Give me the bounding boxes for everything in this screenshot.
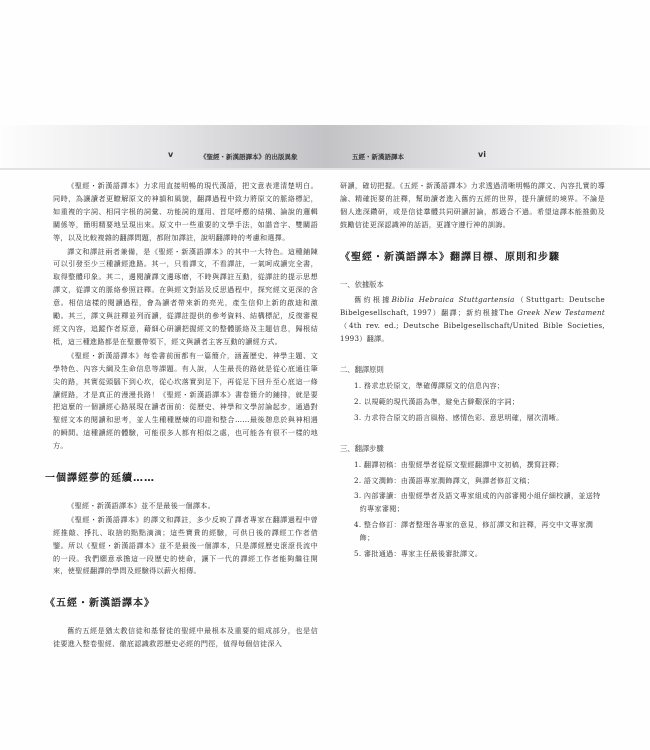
text-run: （Stuttgart: Deutsche Bibelgesellschaft, 1997）翻譯；新約根據The (340, 295, 605, 318)
body-paragraph: 《聖經・新漢語譯本》的譯文和譯註，多少反映了譯者專家在翻譯過程中曾經推敲、掙扎、取捨的點點滴滴；這些寶貴的經驗，可供日後的譯經工作者借鑒。所以《聖經・新漢語譯本》並不是最後一個譯本，只是譯經歷史滾滾長流中的一段。我們願意承擔這一段歷史的使命，讓下一代的譯經工作者能夠繼往開來，使聖經翻譯的學問及經驗得以薪火相傳。 (53, 514, 318, 576)
text-run: 舊約根據 (354, 295, 392, 305)
body-paragraph: 譯文和譯註兩者兼備，是《聖經・新漢語譯本》的其中一大特色。這種鋪陳可以引發至少三種讀經進路。其一，只看譯文，不看譯註，一氣呵成讀完全書，取得整體印象。其二，邊閱讀譯文邊琢磨，不時與譯註互動，從譯註的提示思想譯文，從譯文的脈絡參照註釋。在與經文對話及反思過程中，探究經文更深的含意。相信這樣的閱讀過程，會為讀者帶來新的亮光，產生信仰上新的啟迪和激勵。其三，譯文與註釋並列而讀，從譯註提供的參考資料、結構標記，反復審視經文內容，追蹤作者原意，藉細心研讀把握經文的整體脈絡及主題信息，歸根結柢，這三種進路都是在聖靈帶領下，經文與讀者主客互動的讀經方式。 (53, 246, 318, 346)
greek-nt-title: Greek New Testament (517, 308, 606, 318)
principles-list (340, 380, 605, 425)
list-item: 5. 審批通過：專家主任最後審批譯文。 (354, 549, 483, 559)
list-item: 4. 整合修訂：譯者整理各專家的意見，修訂譯文和註釋，再交中文專家潤飾； (354, 520, 594, 543)
list-item: 2. 語文潤飾：由漢語專家潤飾譯文，與譯者修訂文稿； (354, 475, 534, 485)
running-header-band (0, 125, 650, 170)
list-item: 2. 以規範的現代漢語為準，避免古僻艱深的字詞； (354, 396, 520, 406)
hebrew-bible-title: Biblia Hebraica Stuttgartensia (391, 295, 515, 305)
text-run: （4th rev. ed.; Deutsche Bibelgesellschaft/United Bible Societies, 1993）翻譯。 (340, 321, 605, 344)
right-page-number: vi (478, 150, 486, 159)
subsection-heading: 三、翻譯步驟 (340, 443, 384, 453)
left-running-title: 《聖經・新漢語譯本》的出版異象 (200, 153, 298, 161)
left-page-number: v (168, 150, 174, 159)
body-paragraph: 《聖經・新漢語譯本》力求用直接明暢的現代漢語，把文意表達清楚明白。同時，為讓讀者更瞭解原文的神韻和風貌，翻譯過程中致力將原文的脈絡標記，如重複的字詞、相同字根的詞彙、功能詞的運用、首尾呼應的結構、論說的邏輯關係等，簡明精要地呈現出來。原文中一些重要的文學手法，如諧音字、雙關語等，以及比較複雜的翻譯問題，都附加譯註，說明翻譯時的考慮和選擇。 (53, 181, 318, 242)
subsection-heading: 二、翻譯原則 (340, 365, 384, 375)
list-item: 1. 務求忠於原文，準確傳譯原文的信息內容； (354, 380, 505, 390)
body-paragraph: 《聖經・新漢語譯本》並不是最後一個譯本。 (67, 500, 216, 510)
section-heading: 《聖經・新漢語譯本》翻譯目標、原則和步驟 (340, 251, 560, 263)
list-item: 1. 翻譯初稿：由聖經學者從原文聖經翻譯中文初稿，撰寫註釋； (354, 459, 564, 469)
source-text-paragraph (340, 294, 605, 346)
right-running-title: 五經・新漢語譯本 (352, 153, 404, 161)
list-item: 3. 內部審讀：由聖經學者及語文專家組成的內部審閱小組仔細校讀，並送特約專家審閱； (354, 491, 601, 514)
section-heading: 《五經・新漢語譯本》 (45, 598, 155, 610)
section-heading: 一個譯經夢的延續…… (45, 473, 155, 485)
right-page (340, 180, 605, 564)
subsection-heading: 一、依據版本 (340, 279, 384, 289)
body-paragraph-continuation: 研讀，確切把握。《五經・新漢語譯本》力求透過清晰明暢的譯文、內容扎實的導論、精確扼要的註釋，幫助讀者進入舊約五經的世界，提升讀經的境界。不論是個人進深鑽研，或是信徒羣體共同研讀討論，都適合不過。希望這譯本能推動及鼓勵信徒更深認識神的話語，更謹守遵行神的訓誨。 (340, 181, 605, 229)
body-paragraph: 《聖經・新漢語譯本》每卷書前面都有一篇簡介，涵蓋歷史、神學主題、文學特色、內容大綱及生命信息等課題。有人說，人生最長的路就是從心底通往筆尖的路，其實從頭腦下到心坎，從心坎落實到足下，再從足下回升至心底這一條讀經路，才是真正的漫漫長路！《聖經・新漢語譯本》書卷簡介的鋪排，就是要把這麼的一個讀經心路展現在讀者面前：從歷史、神學和文學討論起步，通過對聖經文本的閱讀和思考，並人生種種歷煉的印證和整合……最後憩息於與神相遇的瞬間。這種讀經的體驗，可能很多人都有相似之處，也可能各有很不一樣的地方。 (53, 350, 318, 451)
body-paragraph: 舊約五經是猶太教信徒和基督徒的聖經中最根本及重要的組成部分，也是信徒要進入整卷聖經、徹底認識救恩歷史必經的門徑，值得每個信徒深入 (53, 626, 318, 649)
steps-list (340, 459, 605, 561)
list-item: 3. 力求符合原文的語言風格、感情色彩、意思明確，層次清晰。 (354, 412, 564, 422)
left-page (45, 180, 318, 652)
